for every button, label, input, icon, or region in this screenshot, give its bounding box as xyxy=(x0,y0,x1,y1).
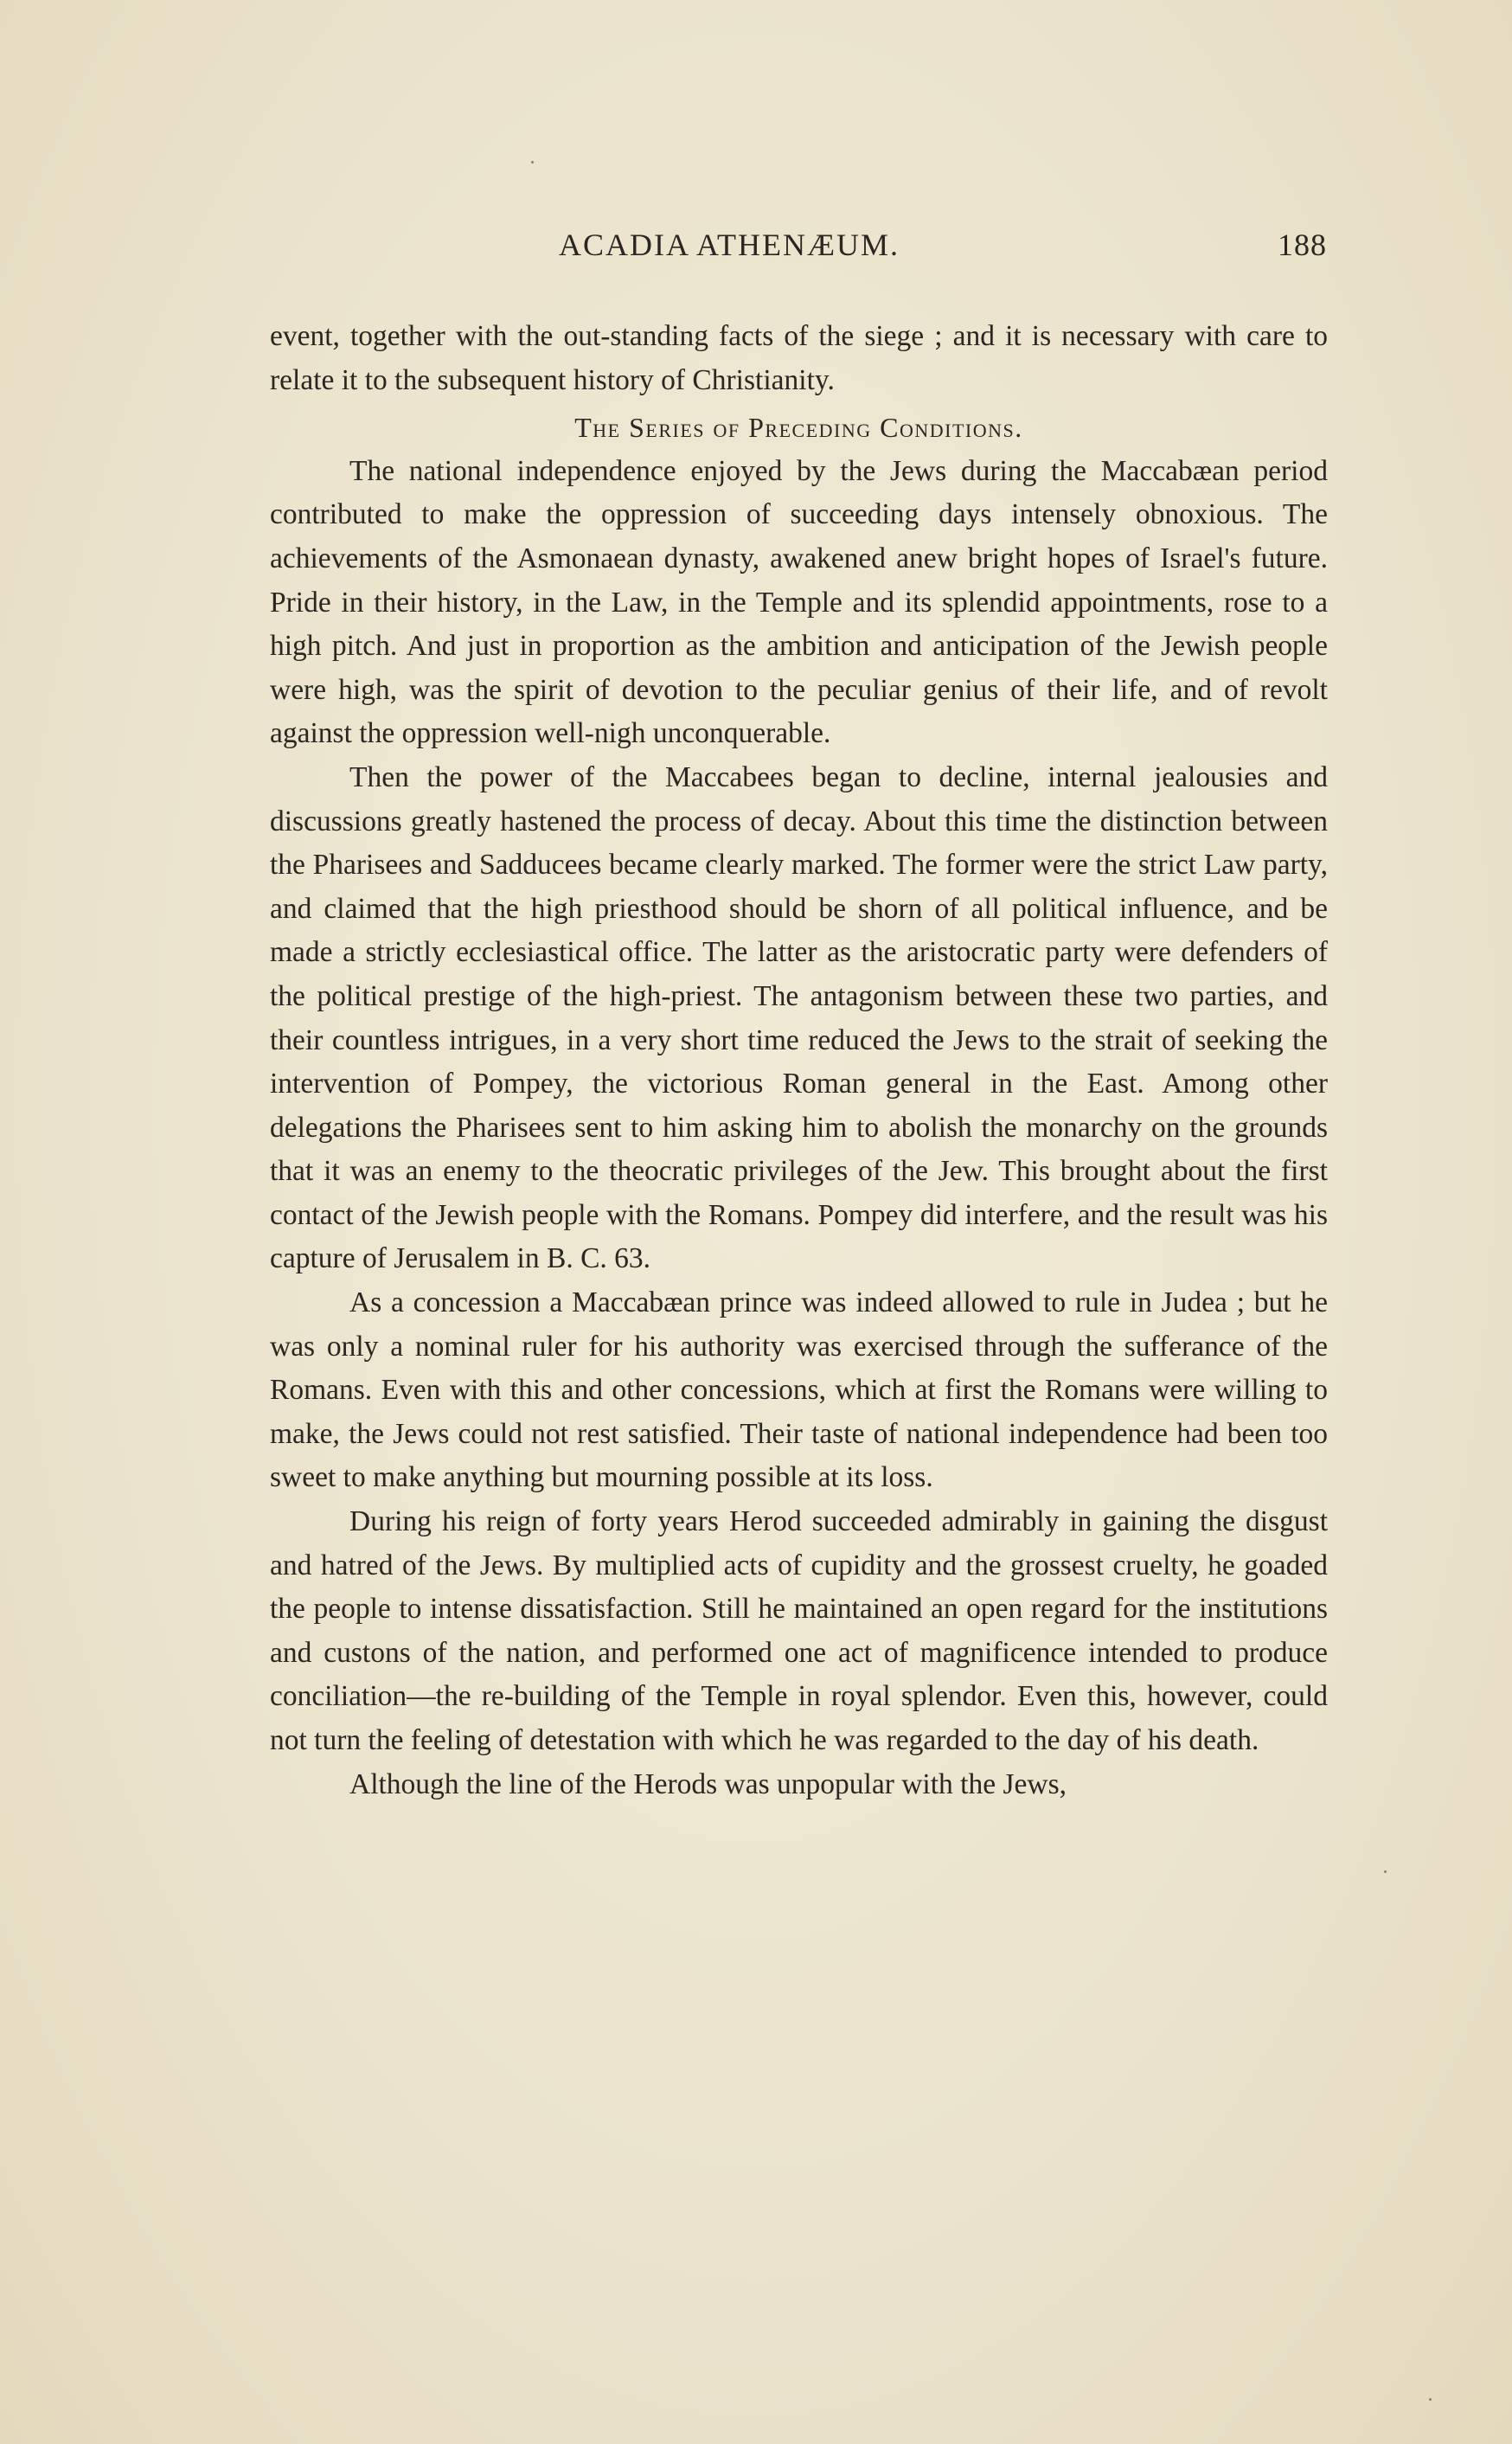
paper-speck xyxy=(531,161,534,164)
section-heading: The Series of Preceding Conditions. xyxy=(574,412,1023,444)
running-head xyxy=(273,227,1327,270)
page-number: 188 xyxy=(1278,228,1327,262)
paragraph-independence: The national independence enjoyed by the Jews during the Maccabæan period contributed to make the oppression of succeeding days intensely obnoxious. The achievements of the Asmonaean dynasty, awakened anew bright hopes of Israel's future. Pride in their history, in the Law, in the Temple and its splendid appointments, rose to a high pitch. And just in proportion as the ambition and anticipation of the Jewish people were high, was the spirit of devotion to the peculiar genius of their life, and of revolt against the oppression well-nigh unconquerable. xyxy=(270,454,1328,750)
paper-speck xyxy=(1429,2398,1432,2401)
paragraph-concession: As a concession a Maccabæan prince was indeed allowed to rule in Judea ; but he was only a nominal ruler for his authority was exercised through the sufferance of the Romans. Even with this and other concessions, which at first the Romans were willing to make, the Jews could not rest satisfied. Their taste of national independence had been too sweet to make anything but mourning possible at its loss. xyxy=(270,1286,1328,1494)
paper-speck xyxy=(1384,1870,1387,1873)
body-text xyxy=(270,315,1328,1806)
paragraph-maccabees-decline: Then the power of the Maccabees began to decline, internal jealousies and discussions greatly hastened the process of decay. About this time the distinction between the Pharisees and Sadducees became clearly marked. The former were the strict Law party, and claimed that the high priesthood should be shorn of all political influence, and be made a strictly ecclesiastical office. The latter as the aristocratic party were defenders of the political prestige of the high-priest. The antagonism between these two parties, and their countless intrigues, in a very short time reduced the Jews to the strait of seeking the intervention of Pompey, the victorious Roman general in the East. Among other delegations the Pharisees sent to him asking him to abolish the monarchy on the grounds that it was an enemy to the theocratic privileges of the Jew. This brought about the first contact of the Jewish people with the Romans. Pompey did interfere, and the result was his capture of Jerusalem in B. C. 63. xyxy=(270,760,1328,1275)
running-title: ACADIA ATHENÆUM. xyxy=(559,228,900,262)
paragraph-herod-reign: During his reign of forty years Herod succeeded admirably in gaining the disgust and hatred of the Jews. By multiplied acts of cupidity and the grossest cruelty, he goaded the people to intense dissatisfaction. Still he maintained an open regard for the institutions and custons of the nation, and performed one act of magnificence intended to produce conciliation—the re-building of the Temple in royal splendor. Even this, however, could not turn the feeling of detestation with which he was regarded to the day of his death. xyxy=(270,1505,1328,1756)
opening-paragraph: event, together with the out-standing facts of the siege ; and it is necessary with care to relate it to the subsequent history of Christianity. xyxy=(270,320,1328,396)
paragraph-herods-line: Although the line of the Herods was unpopular with the Jews, xyxy=(349,1767,1067,1800)
